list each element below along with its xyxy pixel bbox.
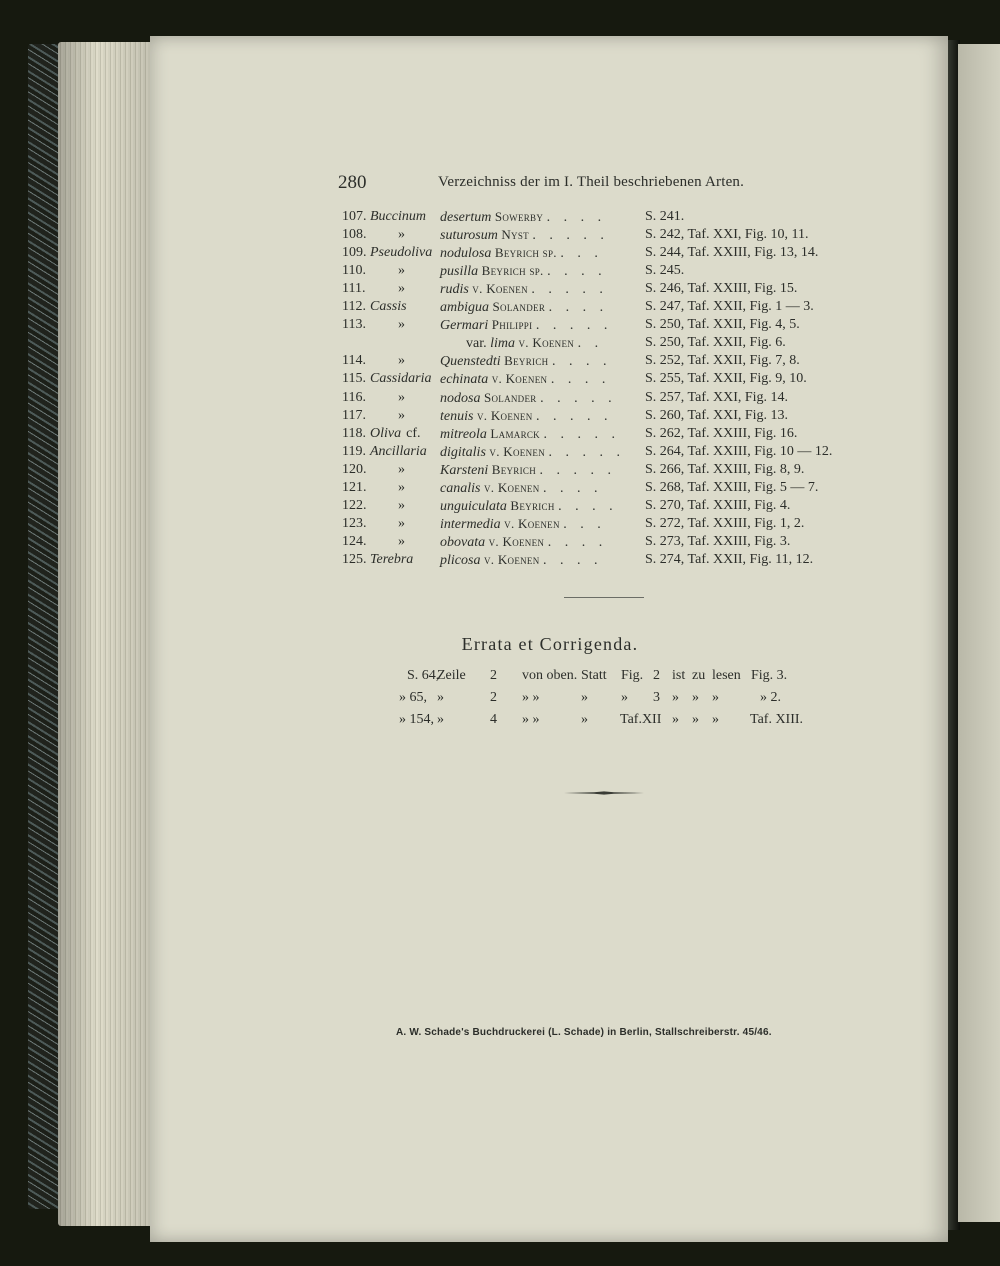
errata-title: Errata et Corrigenda. [461, 634, 639, 654]
entry-species [440, 262, 607, 281]
entry-reference: S. 266, Taf. XXIII, Fig. 8, 9. [645, 461, 805, 477]
species-author: v. Koenen [489, 443, 545, 459]
errata-cell: ist [672, 668, 686, 683]
genus-name: Oliva [370, 425, 402, 441]
entry-number: 124. [342, 533, 367, 549]
errata-cell: » 2. [760, 690, 781, 705]
species-name: Quenstedti [440, 354, 501, 370]
list-item [0, 352, 1000, 370]
entry-reference: S. 250, Taf. XXII, Fig. 4, 5. [645, 317, 800, 333]
entry-number: 116. [342, 389, 366, 405]
leader-dots: . . . [563, 516, 606, 532]
species-author: Sowerby [494, 209, 544, 224]
genus-name: » [398, 389, 405, 405]
entry-reference: S. 255, Taf. XXII, Fig. 9, 10. [645, 371, 807, 387]
list-item [0, 515, 1000, 533]
genus-name: » [398, 263, 405, 279]
list-item [0, 226, 1000, 244]
species-author: v. Koenen [472, 281, 528, 297]
entry-reference: S. 246, Taf. XXIII, Fig. 15. [645, 281, 798, 297]
list-item [0, 280, 1000, 298]
variety-prefix: var. [466, 336, 487, 352]
entry-genus [398, 461, 405, 479]
genus-name: » [398, 497, 405, 513]
species-author: v. Koenen [483, 551, 540, 567]
errata-cell: » » [522, 712, 540, 727]
list-item [0, 298, 1000, 316]
species-name: mitreola [440, 426, 487, 442]
closing-ornament [564, 791, 644, 795]
leader-dots: . . . . . [548, 444, 625, 460]
species-author: Beyrich sp. [481, 263, 544, 279]
leader-dots: . . . . [543, 480, 603, 496]
species-author: Beyrich sp. [494, 245, 557, 261]
entry-reference: S. 260, Taf. XXI, Fig. 13. [645, 407, 789, 423]
errata-cell: » [672, 712, 679, 727]
entry-species [440, 316, 612, 335]
entry-number: 107. [342, 209, 367, 224]
errata-cell: 2 [490, 690, 497, 705]
entry-number: 113. [342, 317, 366, 333]
printer-imprint: A. W. Schade's Buchdruckerei (L. Schade) in Berlin, Stallschreiberstr. 45/46. [396, 1027, 772, 1038]
list-item [0, 208, 1000, 226]
errata-cell: » [692, 690, 699, 705]
genus-name: » [398, 515, 405, 531]
errata-cell: 4 [490, 712, 497, 727]
entry-number: 108. [342, 227, 367, 243]
entry-number: 120. [342, 461, 367, 477]
species-author: Nyst [501, 227, 529, 243]
entry-genus [398, 352, 405, 370]
entry-reference: S. 244, Taf. XXIII, Fig. 13, 14. [645, 245, 819, 261]
entry-genus [398, 533, 405, 551]
leader-dots: . . . . [550, 372, 611, 388]
entry-number: 110. [342, 263, 366, 279]
list-item [0, 479, 1000, 497]
entry-species [440, 425, 620, 444]
leader-dots: . . . . [547, 264, 607, 280]
list-item [0, 551, 1000, 569]
genus-name: Pseudoliva [370, 245, 433, 261]
entry-species [440, 461, 616, 480]
errata-cell: 3 [653, 690, 660, 705]
entry-number: 115. [342, 371, 366, 387]
species-author: Beyrich [504, 353, 549, 369]
leader-dots: . . . . . [543, 426, 620, 442]
genus-name: » [398, 407, 405, 423]
errata-cell: Zeile [437, 668, 466, 683]
entry-genus [398, 262, 405, 280]
entry-species [440, 515, 606, 534]
errata-cell: S. 64, [407, 668, 440, 683]
errata-cell: 2 [490, 668, 497, 683]
leader-dots: . . . . [548, 300, 609, 316]
entry-species [440, 407, 613, 426]
list-item [0, 334, 1000, 352]
entry-reference: S. 264, Taf. XXIII, Fig. 10 — 12. [645, 443, 833, 459]
errata-cell: Taf. XIII. [750, 712, 804, 727]
species-name: plicosa [440, 552, 481, 568]
species-author: Lamarck [490, 425, 540, 441]
species-name: suturosum [440, 228, 498, 244]
species-name: Karsteni [440, 462, 489, 478]
errata-cell: zu [692, 668, 706, 683]
list-item [0, 497, 1000, 515]
entry-species [440, 533, 607, 552]
page-number: 280 [338, 172, 367, 193]
leader-dots: . . . . . [531, 282, 608, 298]
species-name: nodulosa [440, 246, 492, 262]
errata-cell: » [672, 690, 679, 705]
entry-number: 119. [342, 443, 366, 459]
entry-number: 109. [342, 245, 367, 261]
leader-dots: . . . . [558, 498, 618, 514]
entry-genus [398, 226, 405, 244]
list-item [0, 262, 1000, 280]
entry-genus [370, 551, 413, 569]
entry-genus [398, 280, 405, 298]
entry-number: 123. [342, 515, 367, 531]
species-name: Germari [440, 318, 489, 334]
entry-genus [370, 208, 426, 226]
errata-cell: » 154, [399, 712, 434, 727]
genus-name: » [398, 281, 405, 297]
errata-cell: Fig. [621, 668, 644, 683]
entry-reference: S. 274, Taf. XXII, Fig. 11, 12. [645, 551, 814, 567]
species-author: v. Koenen [476, 407, 533, 423]
species-name: unguiculata [440, 498, 507, 514]
entry-genus [370, 244, 432, 262]
section-divider [564, 597, 644, 598]
leader-dots: . . . . . [539, 462, 617, 478]
species-name: rudis [440, 282, 469, 298]
leader-dots: . . . . . [532, 228, 609, 244]
entry-genus [398, 389, 405, 407]
leader-dots: . . [577, 336, 604, 352]
errata-cell: » [621, 690, 628, 705]
genus-name: » [398, 533, 405, 549]
leader-dots: . . . . . [540, 390, 617, 406]
leader-dots: . . . . . [536, 408, 613, 424]
genus-name: Cassis [370, 299, 407, 315]
errata-cell: » [692, 712, 699, 727]
entry-species [440, 479, 603, 498]
leader-dots: . . . . [551, 354, 612, 370]
genus-name: » [398, 479, 405, 495]
species-author: Solander [492, 299, 546, 315]
species-author: Beyrich [491, 461, 537, 477]
errata-cell: » [712, 690, 719, 705]
genus-name: Buccinum [370, 209, 426, 224]
leader-dots: . . . [560, 246, 603, 262]
species-name: echinata [440, 372, 489, 388]
species-name: desertum [440, 210, 492, 225]
entry-reference: S. 247, Taf. XXII, Fig. 1 — 3. [645, 299, 814, 315]
species-author: v. Koenen [488, 533, 545, 549]
species-name: nodosa [440, 390, 481, 406]
list-item [0, 461, 1000, 479]
errata-cell: Taf.XII [620, 712, 662, 727]
errata-cell: » [437, 690, 444, 705]
errata-cell: » [581, 712, 588, 727]
entry-reference: S. 257, Taf. XXI, Fig. 14. [645, 389, 789, 405]
leader-dots: . . . . [546, 210, 607, 225]
species-author: Solander [483, 389, 537, 405]
entry-genus [398, 515, 405, 533]
errata-cell: lesen [712, 668, 741, 683]
species-name: intermedia [440, 516, 501, 532]
entry-genus [370, 370, 431, 388]
entry-reference: S. 270, Taf. XXIII, Fig. 4. [645, 497, 791, 513]
entry-genus [398, 407, 405, 425]
entry-number: 114. [342, 353, 366, 369]
entry-species [440, 208, 606, 227]
entry-species [440, 298, 608, 317]
species-name: lima [490, 336, 515, 352]
species-name: pusilla [440, 264, 479, 280]
entry-number: 117. [342, 407, 366, 423]
entry-genus [398, 479, 405, 497]
errata-cell: » 65, [399, 690, 427, 705]
species-name: digitalis [440, 444, 486, 460]
entry-number: 122. [342, 497, 367, 513]
errata-cell: » [437, 712, 444, 727]
species-author: v. Koenen [504, 515, 560, 531]
entry-reference: S. 241. [645, 209, 685, 224]
running-head: Verzeichniss der im I. Theil beschriebenen Arten. [438, 174, 745, 190]
entry-genus [370, 425, 421, 443]
entry-genus [398, 316, 405, 334]
species-author: Philippi [491, 317, 533, 333]
species-name: canalis [440, 480, 481, 496]
list-item [0, 316, 1000, 334]
species-author: Beyrich [510, 497, 555, 513]
species-name: tenuis [440, 408, 474, 424]
entry-reference: S. 242, Taf. XXI, Fig. 10, 11. [645, 227, 809, 243]
errata-cell: Statt [581, 668, 607, 683]
errata-cell: 2 [653, 668, 660, 683]
list-item [0, 443, 1000, 461]
errata-cell: » [581, 690, 588, 705]
errata-cell: » » [522, 690, 540, 705]
errata-cell: von oben. [522, 668, 578, 683]
genus-name: » [398, 317, 405, 333]
list-item [0, 407, 1000, 425]
leader-dots: . . . . . [535, 318, 613, 334]
species-author: v. Koenen [518, 335, 575, 351]
genus-name: » [398, 353, 405, 369]
entry-species [440, 370, 610, 389]
species-author: v. Koenen [491, 371, 548, 387]
entry-species [440, 551, 603, 570]
entry-reference: S. 268, Taf. XXIII, Fig. 5 — 7. [645, 479, 819, 495]
entry-species [440, 443, 625, 462]
species-name: obovata [440, 534, 486, 550]
list-item [0, 533, 1000, 551]
entry-genus [370, 298, 407, 316]
entry-reference: S. 273, Taf. XXIII, Fig. 3. [645, 533, 791, 549]
entry-reference: S. 245. [645, 263, 685, 279]
list-item [0, 425, 1000, 443]
list-item [0, 244, 1000, 262]
entry-genus [398, 497, 405, 515]
entry-species [440, 226, 609, 245]
list-item [0, 370, 1000, 388]
leader-dots: . . . . [543, 552, 603, 568]
species-name: ambigua [440, 300, 489, 316]
entry-species [440, 497, 618, 516]
entry-number: 125. [342, 551, 367, 567]
entry-reference: S. 262, Taf. XXIII, Fig. 16. [645, 425, 798, 441]
genus-name: Ancillaria [370, 443, 427, 459]
entry-species [440, 352, 611, 371]
errata-cell: » [712, 712, 719, 727]
genus-name: » [398, 227, 405, 243]
leader-dots: . . . . [547, 534, 608, 550]
entry-number: 121. [342, 479, 367, 495]
entry-reference: S. 250, Taf. XXII, Fig. 6. [645, 335, 786, 351]
entry-species [440, 389, 617, 408]
entry-species [440, 244, 603, 263]
entry-reference: S. 252, Taf. XXII, Fig. 7, 8. [645, 353, 800, 369]
genus-name: » [398, 461, 405, 477]
entry-genus [370, 443, 427, 461]
entry-number: 112. [342, 299, 366, 315]
genus-qualifier: cf. [406, 425, 421, 441]
genus-name: Cassidaria [370, 371, 432, 387]
species-author: v. Koenen [483, 479, 540, 495]
list-item [0, 389, 1000, 407]
entry-species [440, 280, 608, 299]
entry-number: 111. [342, 281, 366, 297]
entry-species [466, 334, 603, 353]
entry-reference: S. 272, Taf. XXIII, Fig. 1, 2. [645, 515, 805, 531]
errata-cell: Fig. 3. [751, 668, 788, 683]
genus-name: Terebra [370, 551, 414, 567]
entry-number: 118. [342, 425, 366, 441]
